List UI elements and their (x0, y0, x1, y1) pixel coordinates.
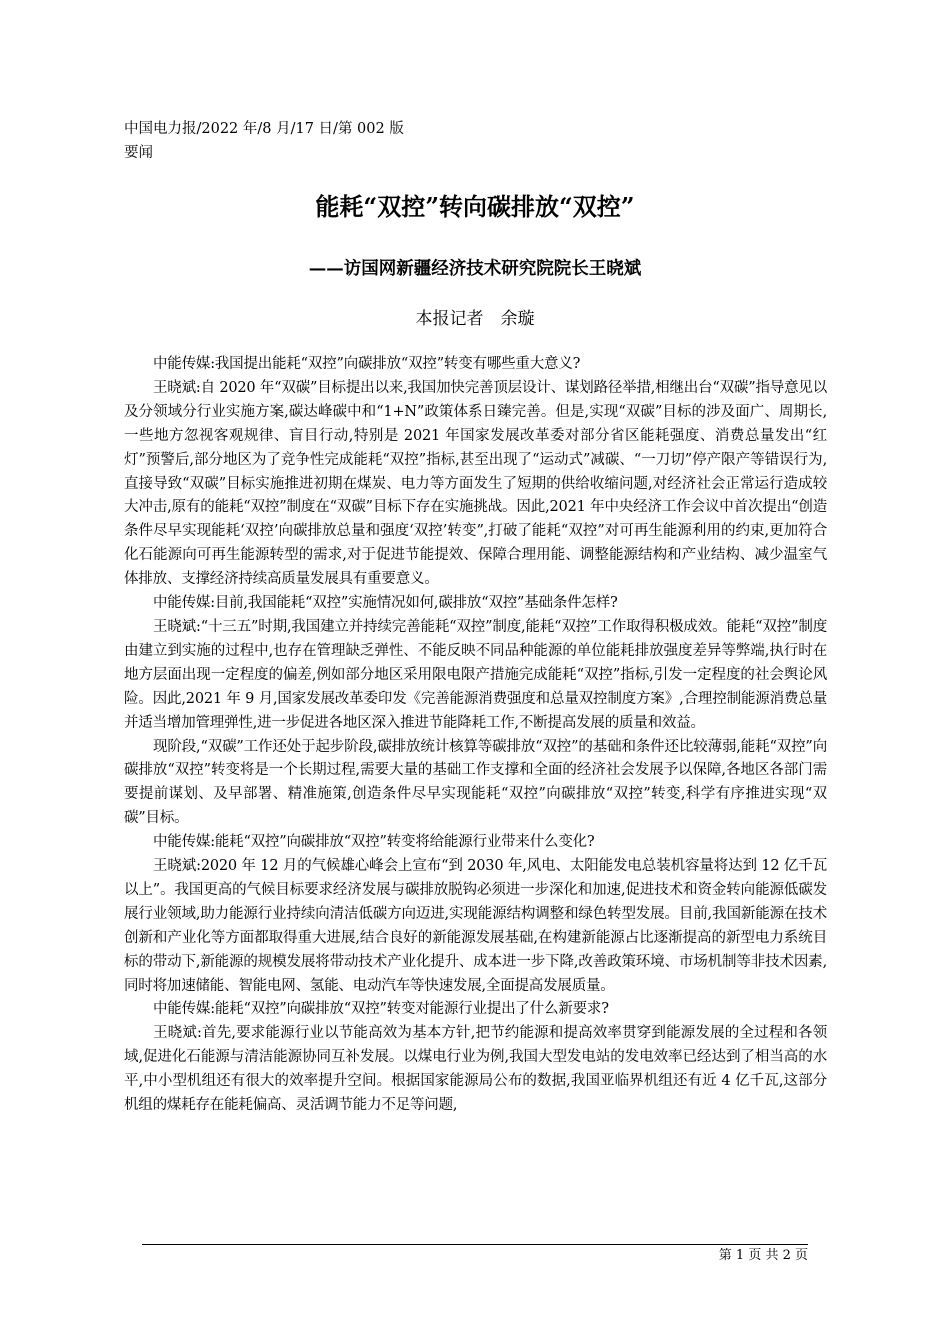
paragraph-answer-1: 王晓斌:自 2020 年“双碳”目标提出以来,我国加快完善顶层设计、谋划路径举措,相继出台“双碳”指导意见以及分领域分行业实施方案,碳达峰碳中和“1+N”政策体系日臻完善。但是,实现“双碳”目标的涉及面广、周期长,一些地方忽视客观规律、盲目行动,特别是 2021 年国家发展改革委对部分省区能耗强度、消费总量发出“红灯”预警后,部分地区为了竞争性完成能耗“双控”指标,甚至出现了“运动式”减碳、“一刀切”停产限产等错误行为,直接导致“双碳”目标实施推进初期在煤炭、电力等方面发生了短期的供给收缩问题,对经济社会正常运行造成较大冲击,原有的能耗“双控”制度在“双碳”目标下存在实施挑战。因此,2021 年中央经济工作会议中首次提出“创造条件尽早实现能耗‘双控’向碳排放总量和强度‘双控’转变”,打破了能耗“双控”对可再生能源利用的约束,更加符合化石能源向可再生能源转型的需求,对于促进节能提效、保障合理用能、调整能源结构和产业结构、减少温室气体排放、支撑经济持续高质量发展具有重要意义。 (124, 379, 827, 588)
paragraph-question-3: 中能传媒:能耗“双控”向碳排放“双控”转变将给能源行业带来什么变化? (153, 834, 595, 851)
paragraph-question-2: 中能传媒:目前,我国能耗“双控”实施情况如何,碳排放“双控”基础条件怎样? (153, 595, 618, 612)
article-subtitle: ——访国网新疆经济技术研究院院长王晓斌 (308, 259, 642, 279)
article-byline: 本报记者 余璇 (415, 309, 535, 329)
paragraph-answer-2b: 现阶段,“双碳”工作还处于起步阶段,碳排放统计核算等碳排放“双控”的基础和条件还比较薄弱,能耗“双控”向碳排放“双控”转变将是一个长期过程,需要大量的基础工作支撑和全面的经济社会发展予以保障,各地区各部门需要提前谋划、及早部署、精准施策,创造条件尽早实现能耗“双控”向碳排放“双控”转变,科学有序推进实现“双碳”目标。 (124, 738, 827, 827)
paragraph-answer-2a: 王晓斌:“十三五”时期,我国建立并持续完善能耗“双控”制度,能耗“双控”工作取得积极成效。能耗“双控”制度由建立到实施的过程中,也存在管理缺乏弹性、不能反映不同品种能源的单位能耗排放强度差异等弊端,执行时在地方层面出现一定程度的偏差,例如部分地区采用限电限产措施完成能耗“双控”指标,引发一定程度的社会舆论风险。因此,2021 年 9 月,国家发展改革委印发《完善能源消费强度和总量双控制度方案》,合理控制能源消费总量并适当增加管理弹性,进一步促进各地区深入推进节能降耗工作,不断提高发展的质量和效益。 (124, 618, 827, 731)
paragraph-answer-3: 王晓斌:2020 年 12 月的气候雄心峰会上宣布“到 2030 年,风电、太阳能发电总装机容量将达到 12 亿千瓦以上”。我国更高的气候目标要求经济发展与碳排放脱钩必须进一步深化和加速,促进技术和资金转向能源低碳发展行业领域,助力能源行业持续向清洁低碳方向迈进,实现能源结构调整和绿色转型发展。目前,我国新能源在技术创新和产业化等方面都取得重大进展,结合良好的新能源发展基础,在构建新能源占比逐渐提高的新型电力系统目标的带动下,新能源的规模发展将带动技术产业化提升、成本进一步下降,改善政策环境、市场机制等非技术因素,同时将加速储能、智能电网、氢能、电动汽车等快速发展,全面提高发展质量。 (124, 858, 827, 994)
publication-source (124, 117, 404, 165)
paragraph-answer-4: 王晓斌:首先,要求能源行业以节能高效为基本方针,把节约能源和提高效率贯穿到能源发展的全过程和各领域,促进化石能源与清洁能源协同互补发展。以煤电行业为例,我国大型发电站的发电效率已经达到了相当高的水平,中小型机组还有很大的效率提升空间。根据国家能源局公布的数据,我国亚临界机组还有近 4 亿千瓦,这部分机组的煤耗存在能耗偏高、灵活调节能力不足等问题, (124, 1025, 827, 1114)
footer-divider (142, 1244, 808, 1245)
paragraph-question-1: 中能传媒:我国提出能耗“双控”向碳排放“双控”转变有哪些重大意义? (153, 356, 581, 372)
section-label: 要闻 (124, 145, 153, 161)
paragraph-question-4: 中能传媒:能耗“双控”向碳排放“双控”转变对能源行业提出了什么新要求? (153, 1001, 609, 1018)
source-line: 中国电力报/2022 年/8 月/17 日/第 002 版 (124, 121, 404, 137)
article-body (124, 353, 827, 1118)
page-number: 第 1 页 共 2 页 (718, 1248, 808, 1263)
article-title: 能耗“双控”转向碳排放“双控” (315, 192, 635, 221)
